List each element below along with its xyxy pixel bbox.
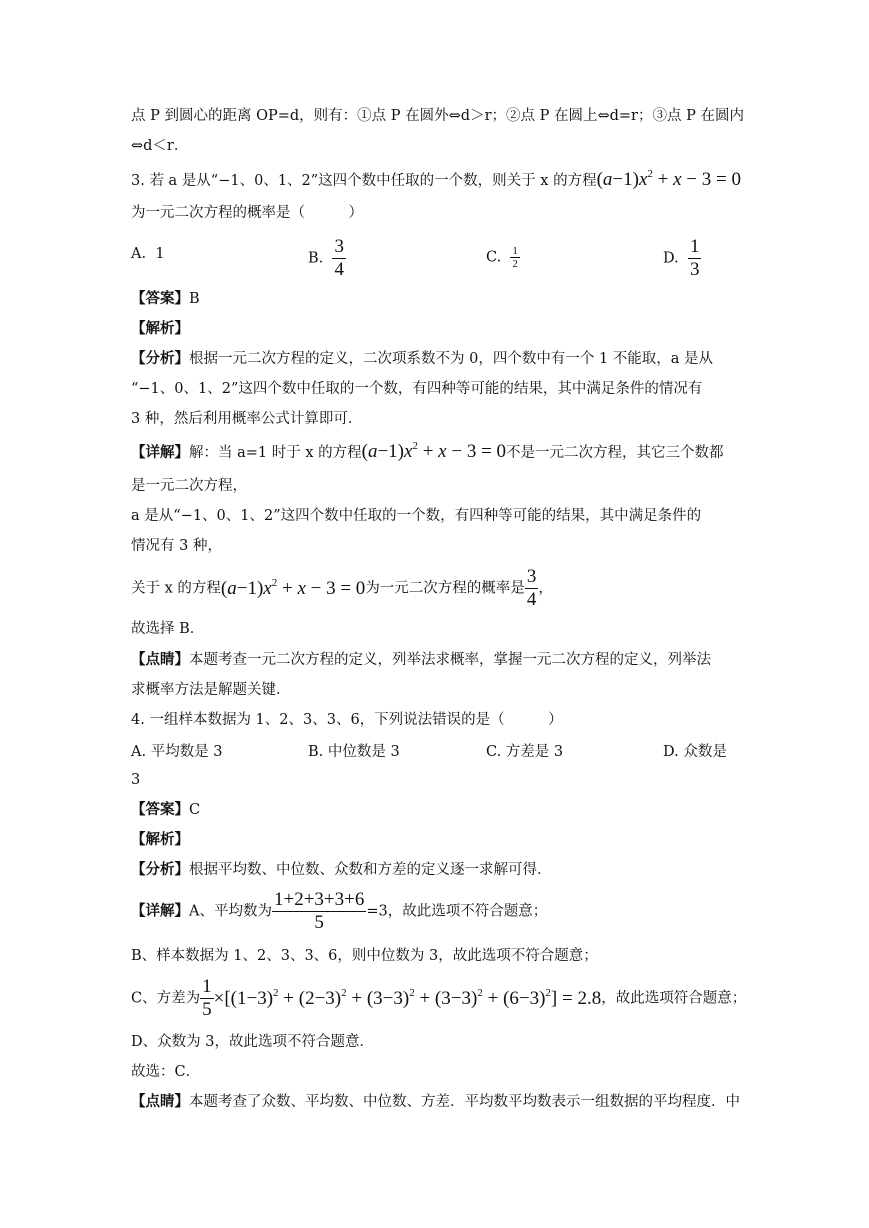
q3-option-d-fraction [688, 236, 702, 281]
q3-xiangjie-text-5b: 为一元二次方程的概率是 [365, 580, 525, 597]
q4-variance-num: 1 [202, 976, 212, 997]
q4-fenxi-label: 【分析】 [131, 862, 189, 878]
q3-option-b-num: 3 [334, 236, 344, 257]
q3-xiangjie-line-2: 是一元二次方程， [131, 478, 247, 494]
q3-xiangjie-line-3: a 是从“−1、0、1、2”这四个数中任取的一个数，有四种等可能的结果，其中满足条件的 [131, 508, 702, 524]
q3-fenxi-label: 【分析】 [131, 351, 189, 367]
intro-line-2: ⇔d＜r． [131, 138, 189, 154]
q4-fenxi-line [131, 860, 552, 880]
q3-xiangjie-equation: $(a-1)x^2 + x - 3 = 0$ [361, 440, 507, 462]
q3-xiangjie-text-5c: ， [538, 580, 553, 597]
q4-option-d: D. 众数是 [663, 744, 727, 760]
q3-fenxi-line-1 [131, 349, 713, 369]
q4-mean-den: 5 [314, 912, 324, 933]
q3-option-a-label: A. [131, 246, 147, 262]
q3-stem-line-2: 为一元二次方程的概率是（ ） [131, 205, 363, 221]
q4-dianjing-line-1 [131, 1092, 740, 1112]
q3-option-d [663, 236, 701, 281]
q3-xiangjie-text-1b: 不是一元二次方程，其它三个数都 [506, 445, 724, 461]
q4-dianjing-text-1: 本题考查了众数、平均数、中位数、方差．平均数平均数表示一组数据的平均程度．中 [189, 1094, 740, 1110]
q3-option-d-label: D. [663, 250, 679, 267]
q4-answer-value: C [189, 802, 201, 818]
q3-fenxi-line-3: 3 种，然后利用概率公式计算即可． [131, 411, 363, 427]
q3-fenxi-line-2: “−1、0、1、2”这四个数中任取的一个数，有四种等可能的结果，其中满足条件的情况有 [131, 381, 703, 397]
q3-answer-value: B [189, 291, 200, 307]
intro-line-1: 点 P 到圆心的距离 OP=d，则有：①点 P 在圆外⇔d＞r；②点 P 在圆上⇔d=r；③点 P 在圆内 [131, 108, 744, 124]
q4-option-b: B. 中位数是 3 [308, 744, 400, 760]
q3-option-b-label: B. [308, 250, 324, 267]
q4-option-c: C. 方差是 3 [486, 744, 564, 760]
q4-option-d-cont: 3 [131, 772, 141, 788]
q3-option-c-fraction [510, 245, 520, 270]
q3-stem-text: 3. 若 a 是从“−1、0、1、2”这四个数中任取的一个数，则关于 x 的方程 [131, 173, 597, 189]
q4-xiangjie-line-d: D、众数为 3，故此选项不符合题意． [131, 1034, 374, 1050]
q3-dianjing-line-2: 求概率方法是解题关键． [131, 682, 291, 698]
q3-xiangjie-line-4: 情况有 3 种， [131, 538, 222, 554]
q3-option-a-value: 1 [155, 246, 165, 262]
q3-xiangjie-fraction [525, 566, 539, 611]
q3-xiangjie-label: 【详解】 [131, 445, 189, 461]
q3-option-a [131, 246, 165, 262]
q3-answer-label: 【答案】 [131, 291, 189, 307]
q3-option-b-den: 4 [334, 259, 344, 280]
q4-xiangjie-text-c1: C、方差为 [131, 990, 201, 1007]
q3-option-d-num: 1 [689, 236, 700, 257]
q4-answer-label: 【答案】 [131, 802, 189, 818]
q3-option-c-num: 1 [512, 245, 518, 257]
q4-stem: 4. 一组样本数据为 1、2、3、3、6，下列说法错误的是（ ） [131, 712, 563, 728]
q3-xiangjie-line-5 [131, 566, 553, 611]
q3-dianjing-text-1: 本题考查一元二次方程的定义，列举法求概率，掌握一元二次方程的定义，列举法 [189, 652, 711, 668]
q3-option-b [308, 236, 346, 281]
q4-xiangjie-line-c [131, 976, 746, 1021]
q3-fenxi-text-1: 根据一元二次方程的定义，二次项系数不为 0，四个数中有一个 1 不能取，a 是从 [189, 351, 714, 367]
q4-xiangjie-text-a1: A、平均数为 [189, 903, 272, 920]
q3-option-c [486, 245, 520, 270]
q3-option-c-label: C. [486, 249, 502, 266]
q4-xiangjie-label: 【详解】 [131, 903, 189, 920]
q4-variance-den: 5 [202, 999, 212, 1020]
q4-variance-expression: $\times[(1-3)^2 + (2-3)^2 + (3-3)^2 + (3-3)^2 + (6-3)^2] = 2.8$ [213, 986, 602, 1009]
q4-analysis-label: 【解析】 [131, 832, 189, 848]
q4-xiangjie-line-a [131, 889, 547, 934]
q4-xiangjie-text-c2: ，故此选项符合题意； [601, 990, 747, 1007]
q4-option-a: A. 平均数是 3 [131, 744, 223, 760]
q3-option-d-den: 3 [689, 259, 700, 280]
q3-equation: $(a-1)x^2 + x - 3 = 0$ [596, 168, 741, 190]
q3-stem-line-1 [131, 170, 741, 191]
q3-option-b-fraction [332, 236, 346, 281]
q4-xiangjie-line-e: 故选：C． [131, 1064, 201, 1080]
q3-xiangjie-line-6: 故选择 B． [131, 621, 205, 637]
q3-dianjing-label: 【点睛】 [131, 652, 189, 668]
q4-mean-fraction [272, 889, 366, 934]
q3-xiangjie-equation-2: $(a-1)x^2 + x - 3 = 0$ [220, 576, 366, 599]
q3-xiangjie-text-1a: 解：当 a=1 时于 x 的方程 [189, 445, 362, 461]
q4-mean-num: 1+2+3+3+6 [273, 889, 365, 910]
q3-dianjing-line-1 [131, 650, 711, 670]
q3-answer [131, 289, 200, 309]
q3-xiangjie-line-1 [131, 442, 724, 463]
q4-xiangjie-text-a2: =3，故此选项不符合题意； [366, 903, 548, 920]
q4-answer [131, 800, 200, 820]
q3-xiangjie-text-5a: 关于 x 的方程 [131, 580, 221, 597]
q3-analysis-label: 【解析】 [131, 321, 189, 337]
q4-dianjing-label: 【点睛】 [131, 1094, 189, 1110]
q3-xiangjie-den: 4 [526, 589, 537, 610]
q3-xiangjie-num: 3 [526, 566, 537, 587]
q3-option-c-den: 2 [512, 258, 518, 270]
q4-variance-fraction [200, 976, 214, 1021]
q4-xiangjie-line-b: B、样本数据为 1、2、3、3、6，则中位数为 3，故此选项不符合题意； [131, 948, 598, 964]
q4-fenxi-text: 根据平均数、中位数、众数和方差的定义逐一求解可得． [189, 862, 552, 878]
